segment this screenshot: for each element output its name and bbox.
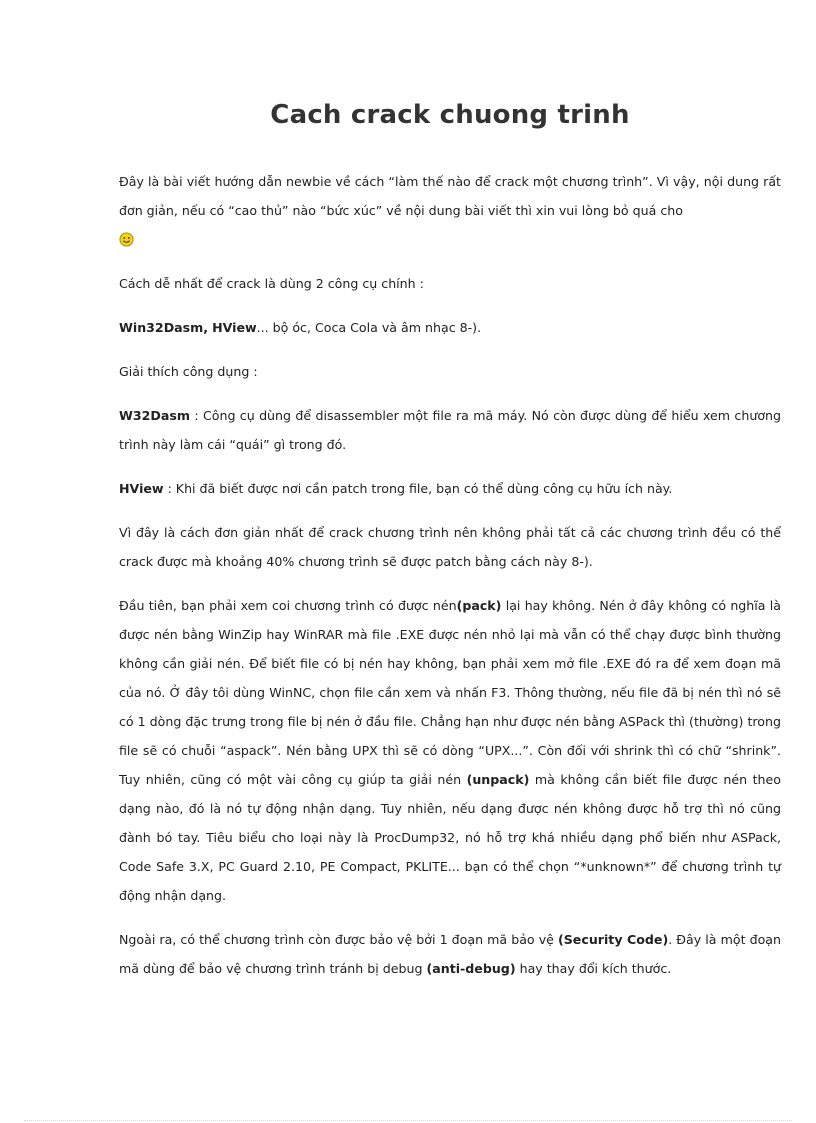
- explain-heading: Giải thích công dụng :: [119, 364, 258, 379]
- w32dasm-paragraph: [119, 401, 781, 459]
- tool-hview: HView: [212, 320, 257, 335]
- simple-method-paragraph: Vì đây là cách đơn giản nhất để crack chương trình nên không phải tất cả các chương trình đều có thể crack được mà khoảng 40% chương trình sẽ được patch bằng cách này 8-).: [119, 525, 781, 569]
- security-text-1: Ngoài ra, có thể chương trình còn được bảo vệ bởi 1 đoạn mã bảo vệ: [119, 932, 558, 947]
- tools-line: [119, 313, 781, 342]
- tools-intro: Cách dễ nhất để crack là dùng 2 công cụ chính :: [119, 276, 424, 291]
- page-title: Cach crack chuong trinh: [270, 100, 630, 130]
- unpack-term: (unpack): [466, 772, 530, 787]
- pack-paragraph: [119, 591, 781, 910]
- pack-text-2: lại hay không. Nén ở đây không có nghĩa là được nén bằng WinZip hay WinRAR mà file .EXE được nén nhỏ lại mà vẫn có thể chạy được bình thường không cần giải nén. Để biết file có bị nén hay không, bạn phải xem mở file .EXE đó ra để xem đoạn mã của nó. Ở đây tôi dùng WinNC, chọn file cần xem và nhấn F3. Thông thường, nếu file đã bị nén thì nó sẽ có 1 dòng đặc trưng trong file bị nén ở đầu file. Chẳng hạn như được nén bằng ASPack thì (thường) trong file sẽ có chuỗi “aspack”. Nén bằng UPX thì sẽ có dòng “UPX...”. Còn đối với shrink thì có chữ “shrink”. Tuy nhiên, cũng có một vài công cụ giúp ta giải nén: [119, 598, 781, 787]
- hview-desc: : Khi đã biết được nơi cần patch trong file, bạn có thể dùng công cụ hữu ích này.: [163, 481, 673, 496]
- w32dasm-desc: : Công cụ dùng để disassembler một file ra mã máy. Nó còn được dùng để hiểu xem chương trình này làm cái “quái” gì trong đó.: [119, 408, 781, 452]
- intro-text: Đây là bài viết hướng dẫn newbie về cách “làm thế nào để crack một chương trình”. Vì vậy, nội dung rất đơn giản, nếu có “cao thủ” nào “bức xúc” về nội dung bài viết thì xin vui lòng bỏ quá cho: [119, 174, 781, 218]
- security-code-term: (Security Code): [557, 932, 669, 947]
- intro-paragraph: [119, 167, 781, 254]
- security-text-2: . Đây là một đoạn mã dùng để bảo vệ chương trình tránh bị debug: [119, 932, 781, 976]
- anti-debug-term: (anti-debug): [426, 961, 516, 976]
- hview-paragraph: [119, 474, 781, 503]
- page-bottom-rule: [24, 1120, 792, 1121]
- pack-text-3: mà không cần biết file được nén theo dạng nào, đó là nó tự động nhận dạng. Tuy nhiên, nếu dạng được nén không được hỗ trợ thì nó cũng đành bó tay. Tiêu biểu cho loại này là ProcDump32, nó hỗ trợ khá nhiều dạng phổ biến như ASPack, Code Safe 3.X, PC Guard 2.10, PE Compact, PKLITE... bạn có thể chọn “*unknown*” để chương trình tự động nhận dạng.: [119, 772, 781, 903]
- tool-win32dasm: Win32Dasm,: [119, 320, 209, 335]
- smiley-icon: [119, 232, 134, 247]
- security-paragraph: [119, 925, 781, 983]
- tools-rest: ... bộ óc, Coca Cola và âm nhạc 8-).: [256, 320, 482, 335]
- w32dasm-name: W32Dasm: [119, 408, 190, 423]
- pack-text-1: Đầu tiên, bạn phải xem coi chương trình có được nén: [119, 598, 457, 613]
- security-text-3: hay thay đổi kích thước.: [515, 961, 672, 976]
- article-body: [119, 167, 781, 998]
- hview-name: HView: [119, 481, 164, 496]
- pack-term: (pack): [456, 598, 502, 613]
